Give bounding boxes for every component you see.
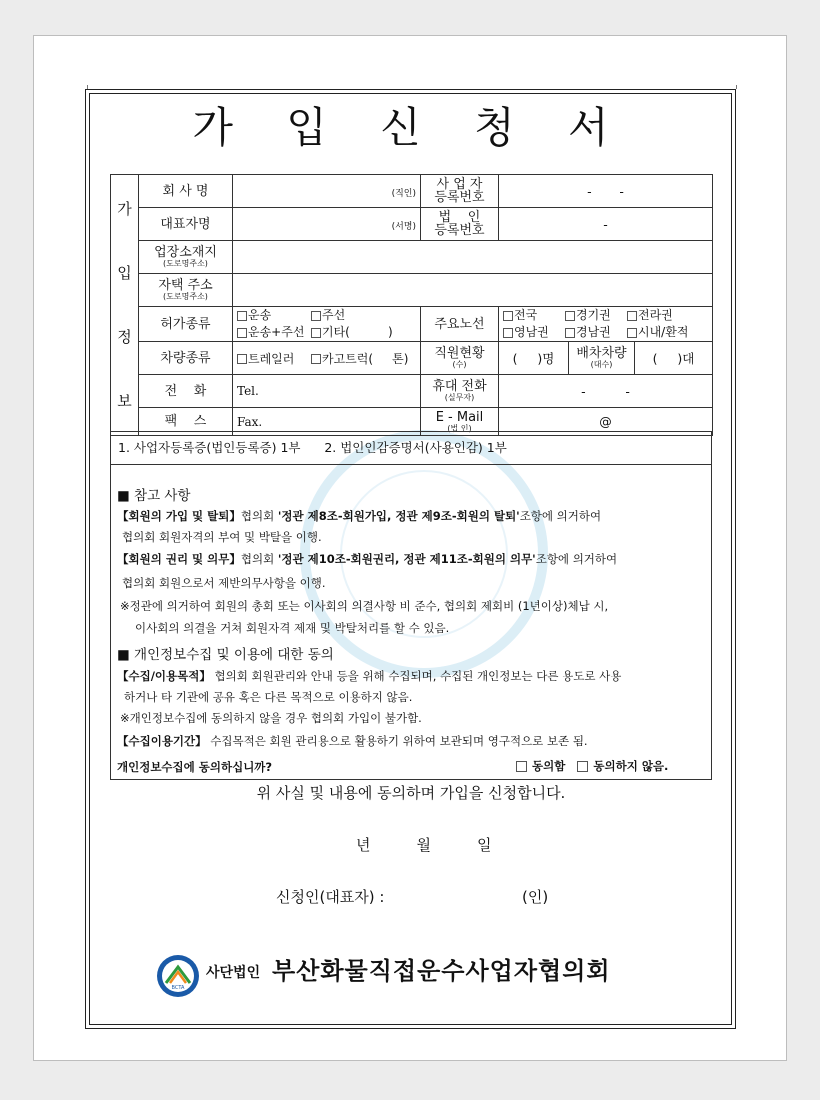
staff-count-field[interactable]: ( )명 [499,342,569,375]
office-address-sub: (도로명주소) [163,259,208,268]
permit-option[interactable] [237,324,311,341]
side-char: 가 [117,200,132,218]
applicant-seal[interactable]: (인) [522,888,549,906]
note-text: 수집목적은 회원 관리용으로 활용하기 위하여 보관되며 영구적으로 보존 됨. [206,734,588,748]
note-bold: 【회원의 가입 및 탈퇴】 [117,509,241,523]
route-option[interactable] [627,307,673,324]
member-info-table [110,174,713,436]
mobile-label [421,375,499,408]
note-line: 이사회의 의결을 거쳐 회원자격 제재 및 박탈처리를 할 수 있음. [135,621,450,635]
note-line: 협의회 회원자격의 부여 및 박탈을 이행. [122,530,322,544]
note-text: 협의회 [240,552,278,566]
checkbox-icon[interactable] [516,761,527,772]
checkbox-icon[interactable] [577,761,588,772]
mobile-sub: (실무자) [444,393,475,402]
note-text: 협의회 회원관리와 안내 등을 위해 수집되며, 수집된 개인정보는 다른 용도로 사용 [210,669,622,683]
home-address-label [139,274,233,307]
note-bold: 【수집이용기간】 [117,734,207,748]
home-address-field[interactable] [233,274,713,307]
route-option-label: 전국 [514,308,538,322]
note-quote: '정관 제8조-회원가입, 정관 제9조-회원의 탈퇴' [277,509,520,523]
side-char: 입 [117,264,132,282]
note-line: 하거나 타 기관에 공유 혹은 다른 목적으로 이용하지 않음. [124,690,413,704]
mobile-field[interactable]: - - [499,375,713,408]
date-line [356,834,492,855]
route-option-label: 전라권 [638,308,673,322]
main-route-options [499,307,713,342]
side-char: 정 [117,328,132,346]
business-reg-label-line1: 사 업 자 [436,177,483,192]
mobile-label-text: 휴대 전화 [432,379,487,394]
dispatch-count-label [569,342,635,375]
route-option-label: 영남권 [514,325,549,339]
permit-type-options [233,307,421,342]
main-route-label: 주요노선 [421,307,499,342]
vehicle-option[interactable] [311,350,408,367]
dispatch-count-sub: (대수) [590,360,613,369]
page-title: 가 입 신 청 서 [192,103,629,152]
consent-agree-option[interactable] [516,759,565,773]
corp-reg-field[interactable]: - [499,208,713,241]
route-option[interactable] [627,324,688,341]
vehicle-option-label: 카고트럭( 톤) [322,351,409,366]
org-name: 부산화물직접운수사업자협의회 [272,957,611,985]
checkbox-icon[interactable] [311,311,321,321]
route-option-label: 시내/환적 [638,325,689,339]
checkbox-icon[interactable] [627,328,637,338]
checkbox-icon[interactable] [311,354,321,364]
agreement-statement: 위 사실 및 내용에 동의하며 가입을 신청합니다. [256,784,566,802]
phone-field[interactable]: Tel. [233,375,421,408]
date-day[interactable]: 일 [477,836,492,854]
email-label-text: E - Mail [435,409,484,425]
corp-reg-label-line2: 등록번호 [434,223,485,238]
note-line: 협의회 회원으로서 제반의무사항을 이행. [122,576,326,590]
permit-option-label: 운송+주선 [248,325,305,339]
route-option-label: 경남권 [576,325,611,339]
note-line: ※개인정보수집에 동의하지 않을 경우 협의회 가입이 불가함. [120,711,422,725]
route-option[interactable] [565,324,627,341]
fax-field[interactable]: Fax. [233,408,421,436]
privacy-heading: ■ 개인정보수집 및 이용에 대한 동의 [117,647,334,663]
company-name-label: 회 사 명 [139,175,233,208]
association-logo-icon [156,954,200,998]
business-reg-field[interactable]: - - [499,175,713,208]
dispatch-count-field[interactable]: ( )대 [635,342,713,375]
staff-count-label-text: 직원현황 [434,346,485,361]
consent-disagree-option[interactable] [577,759,668,773]
permit-option-label: 주선 [322,308,346,322]
checkbox-icon[interactable] [627,311,637,321]
checkbox-icon[interactable] [503,311,513,321]
checkbox-icon[interactable] [565,328,575,338]
permit-type-label: 허가종류 [139,307,233,342]
company-name-field[interactable] [233,175,421,208]
org-prefix: 사단법인 [206,965,261,981]
consent-disagree-label: 동의하지 않음. [593,759,669,773]
note-text: 조항에 의거하여 [535,552,618,566]
ceo-name-field[interactable] [233,208,421,241]
consent-question: 개인정보수집에 동의하십니까? [117,760,273,774]
business-reg-label [421,175,499,208]
company-seal-note: (직인) [391,188,416,199]
permit-option-label: 기타( ) [322,325,393,339]
corp-reg-label-line1: 법 인 [438,210,481,225]
fax-label: 팩 스 [139,408,233,436]
vehicle-type-label: 차량종류 [139,342,233,375]
home-address-label-text: 자택 주소 [158,278,213,293]
vehicle-type-options [233,342,421,375]
checkbox-icon[interactable] [237,354,247,364]
office-address-label [139,241,233,274]
note-quote: '정관 제10조-회원권리, 정관 제11조-회원의 의무' [277,552,536,566]
dispatch-count-label-text: 배차차량 [576,346,627,361]
logo-text: BCTA [171,985,185,991]
staff-count-sub: (수) [452,360,467,369]
home-address-sub: (도로명주소) [163,292,208,301]
note-line [117,668,621,684]
checkbox-icon[interactable] [503,328,513,338]
business-reg-label-line2: 등록번호 [434,190,485,205]
date-month[interactable]: 월 [416,836,431,854]
section-label-member-info [111,175,139,436]
route-option[interactable] [503,324,565,341]
notes-heading: ■ 참고 사항 [117,488,191,504]
checkbox-icon[interactable] [237,311,247,321]
consent-agree-label: 동의함 [532,759,566,773]
applicant-label: 신청인(대표자) : [276,888,385,906]
checkbox-icon[interactable] [311,328,321,338]
route-option[interactable] [503,307,565,324]
corp-reg-label [421,208,499,241]
permit-option[interactable] [311,324,393,341]
permit-option[interactable] [237,307,311,324]
note-bold: 【회원의 권리 및 의무】 [117,552,241,566]
email-sub: (법 인) [447,423,472,433]
required-documents: 1. 사업자등록증(법인등록증) 1부 2. 법인인감증명서(사용인감) 1부 [110,431,712,465]
side-char: 보 [117,392,132,410]
checkbox-icon[interactable] [565,311,575,321]
permit-option-label: 운송 [248,308,272,322]
note-text: 협의회 [240,509,278,523]
note-line [117,508,601,524]
vehicle-option[interactable] [237,350,311,367]
office-address-label-text: 업장소재지 [154,245,217,260]
note-line [117,733,588,749]
phone-label: 전 화 [139,375,233,408]
checkbox-icon[interactable] [237,328,247,338]
route-option-label: 경기권 [576,308,611,322]
note-bold: 【수집/이용목적】 [117,669,211,683]
email-field[interactable]: @ [499,408,713,436]
office-address-field[interactable] [233,241,713,274]
note-line [117,551,617,567]
permit-option[interactable] [311,307,345,324]
staff-count-label [421,342,499,375]
consent-options [516,758,668,774]
ceo-sign-note: (서명) [391,221,416,232]
date-year[interactable]: 년 [356,836,371,854]
route-option[interactable] [565,307,627,324]
vehicle-option-label: 트레일러 [248,351,295,366]
note-line: ※정관에 의거하여 회원의 총회 또는 이사회의 의결사항 비 준수, 협의회 제회비 (1년이상)체납 시, [120,599,609,613]
note-text: 조항에 의거하여 [519,509,602,523]
ceo-name-label: 대표자명 [139,208,233,241]
